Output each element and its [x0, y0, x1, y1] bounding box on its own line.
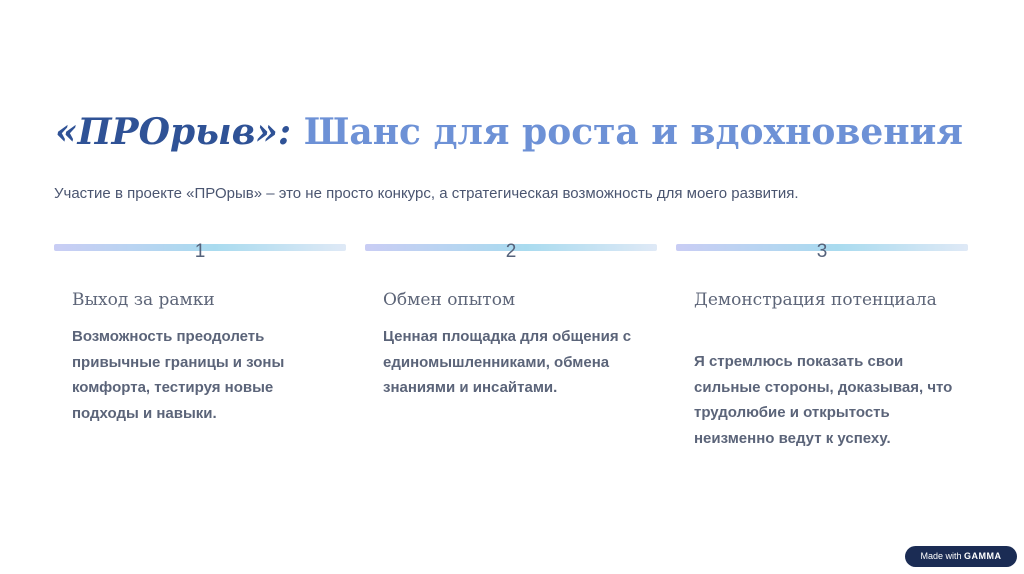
badge-prefix: Made with: [920, 551, 962, 561]
column-heading: Демонстрация потенциала: [694, 290, 937, 310]
slide-title: [55, 108, 963, 156]
column-text: Ценная площадка для общения с единомышленниками, обмена знаниями и инсайтами.: [383, 328, 632, 396]
column-number: 1: [194, 241, 206, 262]
column-number: 3: [816, 241, 828, 262]
column-text: Я стремлюсь показать свои сильные стороны, доказывая, что трудолюбие и открытость неизменно ведут к успеху.: [694, 353, 953, 447]
column-number: 2: [505, 241, 517, 262]
title-main: Шанс для роста и вдохновения: [303, 111, 963, 153]
made-with-gamma-badge[interactable]: [905, 546, 1017, 567]
column-heading: Обмен опытом: [383, 290, 516, 310]
slide-subtitle: Участие в проекте «ПРОрыв» – это не просто конкурс, а стратегическая возможность для моего развития.: [54, 185, 799, 202]
gamma-logo: GAMMA: [964, 551, 1002, 561]
column-text: Возможность преодолеть привычные границы и зоны комфорта, тестируя новые подходы и навыки.: [72, 328, 285, 422]
title-accent: «ПРОрыв»:: [55, 111, 292, 153]
column-heading: Выход за рамки: [72, 290, 215, 310]
